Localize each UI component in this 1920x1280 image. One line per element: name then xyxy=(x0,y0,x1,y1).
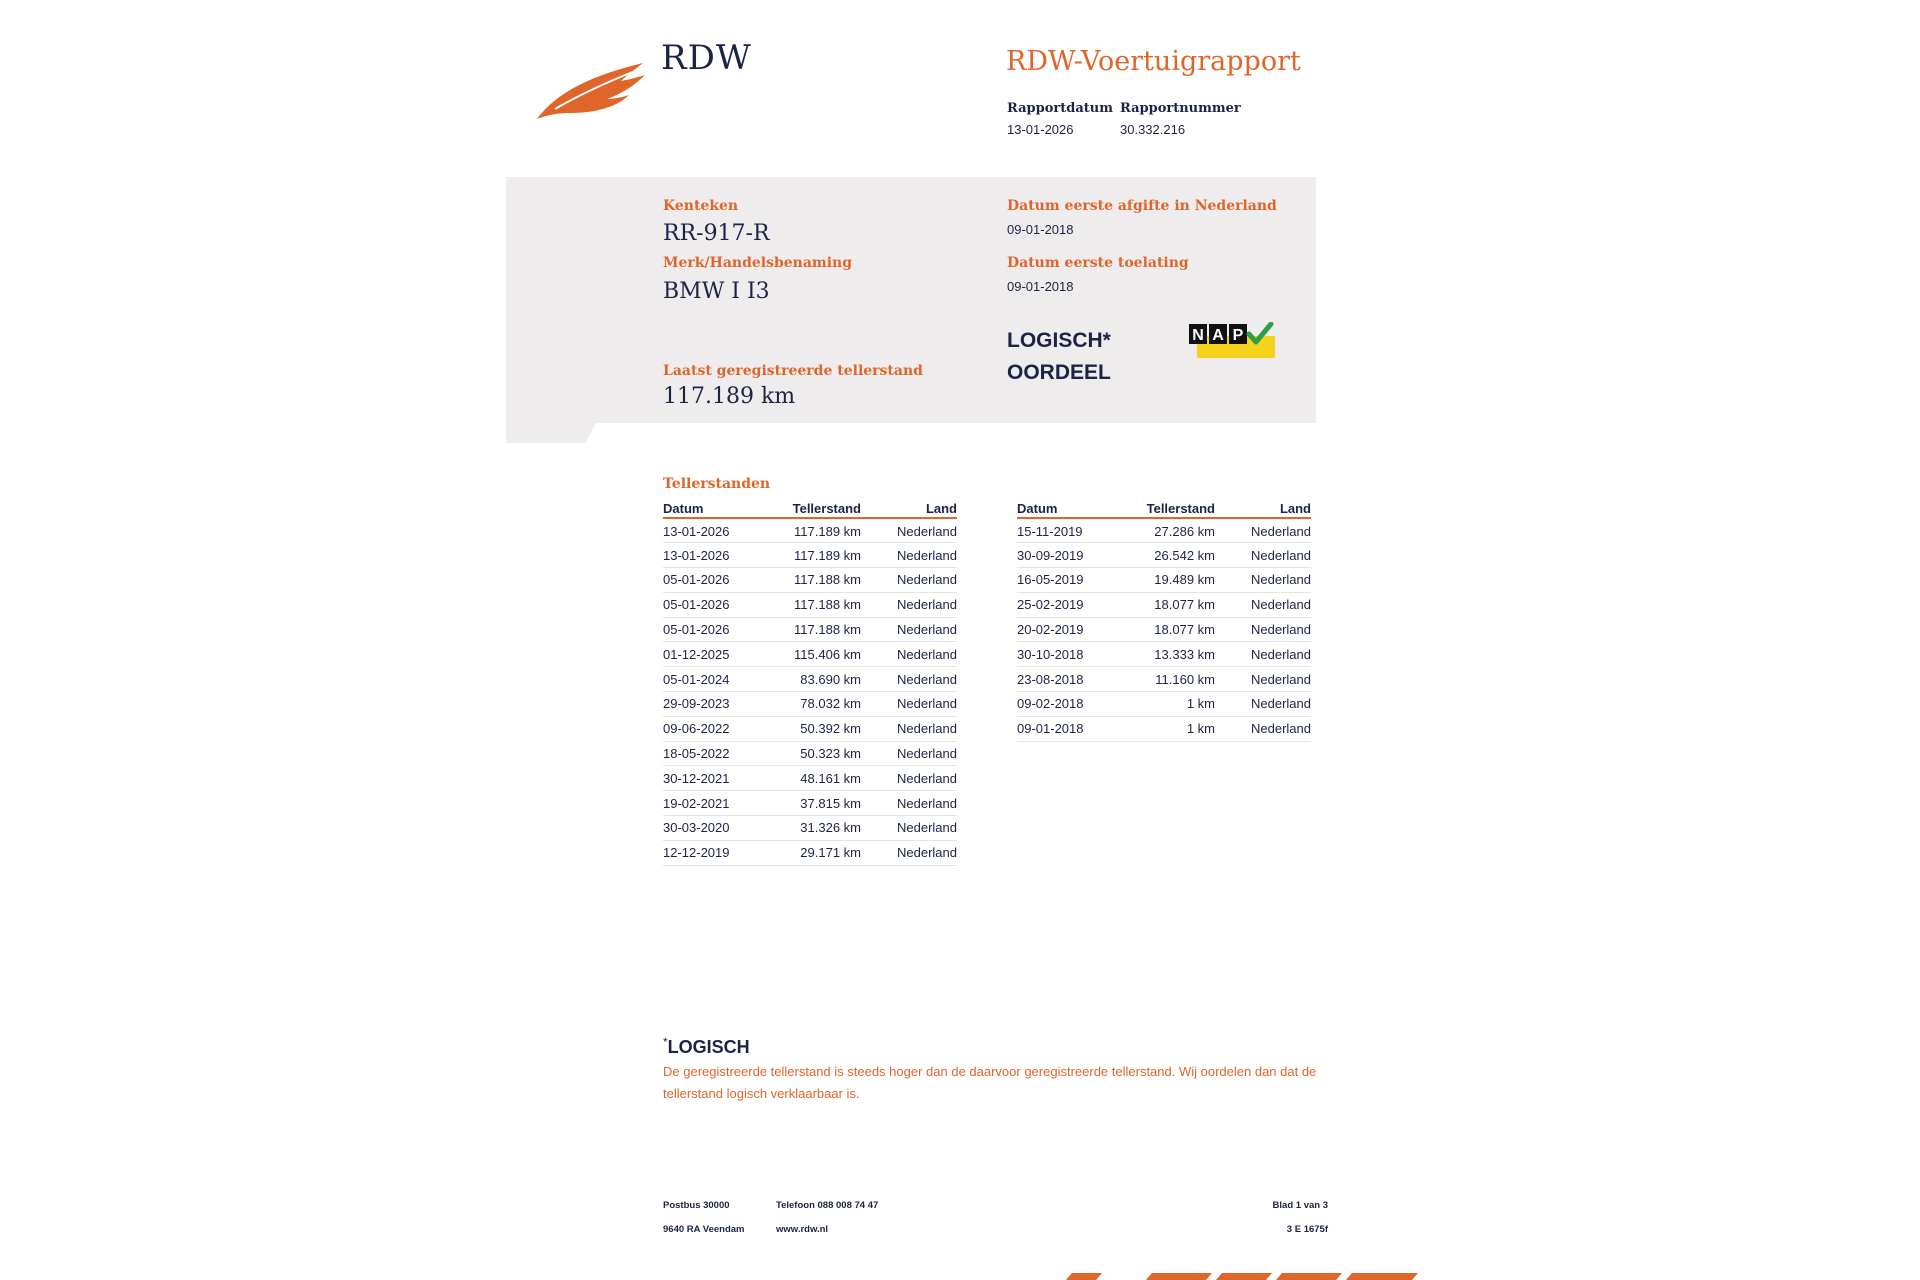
footnote-text: De geregistreerde tellerstand is steeds hoger dan de daarvoor geregistreerde tellerstand. Wij oordelen dan dat de tellerstand logisch verklaarbaar is. xyxy=(663,1064,1317,1101)
table-row xyxy=(1017,592,1311,617)
cell-odometer: 117.189 km xyxy=(761,518,861,543)
footer-phone: Telefoon 088 008 74 47 xyxy=(776,1200,879,1211)
cell-odometer: 26.542 km xyxy=(1115,543,1215,568)
first-issue-nl-value: 09-01-2018 xyxy=(1007,222,1074,237)
cell-country: Nederland xyxy=(861,543,957,568)
first-admission-value: 09-01-2018 xyxy=(1007,279,1074,294)
footer-postbus: Postbus 30000 xyxy=(663,1200,730,1211)
cell-country: Nederland xyxy=(1215,642,1311,667)
cell-country: Nederland xyxy=(861,617,957,642)
nap-letter-p: P xyxy=(1232,327,1244,344)
make-label: Merk/Handelsbenaming xyxy=(663,255,853,271)
footer-city: 9640 RA Veendam xyxy=(663,1224,745,1235)
cell-odometer: 13.333 km xyxy=(1115,642,1215,667)
cell-date: 18-05-2022 xyxy=(663,741,761,766)
cell-date: 16-05-2019 xyxy=(1017,568,1115,593)
table-row xyxy=(663,592,957,617)
cell-odometer: 37.815 km xyxy=(761,791,861,816)
verdict-value: LOGISCH* xyxy=(1007,329,1111,352)
cell-country: Nederland xyxy=(861,816,957,841)
cell-odometer: 50.323 km xyxy=(761,741,861,766)
table-row xyxy=(663,568,957,593)
table-row xyxy=(1017,543,1311,568)
column-header-country: Land xyxy=(861,500,957,518)
table-header-row xyxy=(663,500,957,518)
nap-logo-icon xyxy=(1189,322,1275,358)
cell-date: 30-03-2020 xyxy=(663,816,761,841)
table-row xyxy=(663,518,957,543)
cell-date: 30-09-2019 xyxy=(1017,543,1115,568)
cell-odometer: 1 km xyxy=(1115,692,1215,717)
cell-country: Nederland xyxy=(861,642,957,667)
table-row xyxy=(663,543,957,568)
first-admission-label: Datum eerste toelating xyxy=(1007,255,1189,271)
report-date-label: Rapportdatum xyxy=(1007,101,1113,116)
footnote-heading-text: LOGISCH xyxy=(667,1037,750,1057)
cell-country: Nederland xyxy=(1215,716,1311,741)
cell-country: Nederland xyxy=(861,716,957,741)
table-row xyxy=(663,791,957,816)
table-header-row xyxy=(1017,500,1311,518)
cell-odometer: 117.188 km xyxy=(761,592,861,617)
plate-label: Kenteken xyxy=(663,198,739,214)
plate-value: RR-917-R xyxy=(663,221,770,246)
cell-odometer: 29.171 km xyxy=(761,840,861,865)
footer-website: www.rdw.nl xyxy=(776,1224,829,1235)
cell-country: Nederland xyxy=(1215,518,1311,543)
cell-odometer: 50.392 km xyxy=(761,716,861,741)
cell-date: 15-11-2019 xyxy=(1017,518,1115,543)
table-row xyxy=(663,716,957,741)
cell-date: 05-01-2026 xyxy=(663,617,761,642)
cell-date: 05-01-2024 xyxy=(663,667,761,692)
bottom-decoration-strip xyxy=(1062,1273,1422,1280)
report-title: RDW-Voertuigrapport xyxy=(1006,46,1301,77)
table-row xyxy=(663,840,957,865)
cell-country: Nederland xyxy=(861,766,957,791)
cell-date: 05-01-2026 xyxy=(663,592,761,617)
panel-tab-decoration xyxy=(506,423,596,443)
table-row xyxy=(1017,617,1311,642)
readings-table-right xyxy=(1017,500,1311,742)
cell-odometer: 117.188 km xyxy=(761,617,861,642)
footnote-marker: * xyxy=(663,1035,668,1049)
cell-odometer: 19.489 km xyxy=(1115,568,1215,593)
column-header-date: Datum xyxy=(663,500,761,518)
table-row xyxy=(663,617,957,642)
cell-date: 25-02-2019 xyxy=(1017,592,1115,617)
cell-date: 30-10-2018 xyxy=(1017,642,1115,667)
cell-date: 05-01-2026 xyxy=(663,568,761,593)
cell-country: Nederland xyxy=(861,692,957,717)
cell-odometer: 18.077 km xyxy=(1115,617,1215,642)
cell-country: Nederland xyxy=(861,741,957,766)
cell-country: Nederland xyxy=(1215,568,1311,593)
cell-country: Nederland xyxy=(861,791,957,816)
report-number: 30.332.216 xyxy=(1120,122,1186,137)
table-row xyxy=(1017,716,1311,741)
nap-letter-n: N xyxy=(1192,327,1204,344)
cell-odometer: 117.189 km xyxy=(761,543,861,568)
cell-odometer: 78.032 km xyxy=(761,692,861,717)
table-row xyxy=(663,692,957,717)
cell-odometer: 1 km xyxy=(1115,716,1215,741)
cell-country: Nederland xyxy=(861,568,957,593)
cell-country: Nederland xyxy=(861,667,957,692)
table-row xyxy=(1017,642,1311,667)
cell-odometer: 27.286 km xyxy=(1115,518,1215,543)
table-row xyxy=(1017,568,1311,593)
cell-country: Nederland xyxy=(1215,592,1311,617)
table-row xyxy=(663,816,957,841)
readings-title: Tellerstanden xyxy=(663,476,771,492)
table-row xyxy=(663,667,957,692)
odometer-label: Laatst geregistreerde tellerstand xyxy=(663,363,923,379)
cell-odometer: 83.690 km xyxy=(761,667,861,692)
cell-date: 29-09-2023 xyxy=(663,692,761,717)
table-row xyxy=(663,766,957,791)
cell-odometer: 115.406 km xyxy=(761,642,861,667)
cell-date: 19-02-2021 xyxy=(663,791,761,816)
footer-code: 3 E 1675f xyxy=(1286,1224,1328,1235)
cell-date: 13-01-2026 xyxy=(663,543,761,568)
cell-country: Nederland xyxy=(861,592,957,617)
report-number-label: Rapportnummer xyxy=(1120,101,1241,116)
cell-odometer: 18.077 km xyxy=(1115,592,1215,617)
rdw-logo-icon xyxy=(535,55,650,121)
odometer-value: 117.189 km xyxy=(663,384,796,409)
cell-date: 09-02-2018 xyxy=(1017,692,1115,717)
column-header-date: Datum xyxy=(1017,500,1115,518)
column-header-country: Land xyxy=(1215,500,1311,518)
cell-date: 01-12-2025 xyxy=(663,642,761,667)
cell-country: Nederland xyxy=(1215,543,1311,568)
cell-country: Nederland xyxy=(1215,617,1311,642)
readings-table-left xyxy=(663,500,957,866)
cell-country: Nederland xyxy=(1215,692,1311,717)
cell-date: 09-01-2018 xyxy=(1017,716,1115,741)
cell-date: 23-08-2018 xyxy=(1017,667,1115,692)
column-header-odometer: Tellerstand xyxy=(1115,500,1215,518)
make-value: BMW I I3 xyxy=(663,279,770,304)
table-row xyxy=(663,642,957,667)
first-issue-nl-label: Datum eerste afgifte in Nederland xyxy=(1007,198,1277,214)
footnote-heading xyxy=(663,1035,750,1058)
table-row xyxy=(1017,667,1311,692)
nap-letter-a: A xyxy=(1212,327,1224,344)
cell-country: Nederland xyxy=(861,518,957,543)
table-row xyxy=(663,741,957,766)
verdict-label: OORDEEL xyxy=(1007,361,1111,384)
cell-country: Nederland xyxy=(861,840,957,865)
table-row xyxy=(1017,692,1311,717)
cell-odometer: 31.326 km xyxy=(761,816,861,841)
cell-country: Nederland xyxy=(1215,667,1311,692)
cell-odometer: 117.188 km xyxy=(761,568,861,593)
footer-page: Blad 1 van 3 xyxy=(1272,1200,1328,1211)
cell-date: 12-12-2019 xyxy=(663,840,761,865)
brand-name: RDW xyxy=(661,38,752,78)
cell-date: 30-12-2021 xyxy=(663,766,761,791)
cell-date: 20-02-2019 xyxy=(1017,617,1115,642)
cell-odometer: 48.161 km xyxy=(761,766,861,791)
cell-date: 13-01-2026 xyxy=(663,518,761,543)
table-row xyxy=(1017,518,1311,543)
cell-odometer: 11.160 km xyxy=(1115,667,1215,692)
report-date: 13-01-2026 xyxy=(1007,122,1074,137)
cell-date: 09-06-2022 xyxy=(663,716,761,741)
column-header-odometer: Tellerstand xyxy=(761,500,861,518)
